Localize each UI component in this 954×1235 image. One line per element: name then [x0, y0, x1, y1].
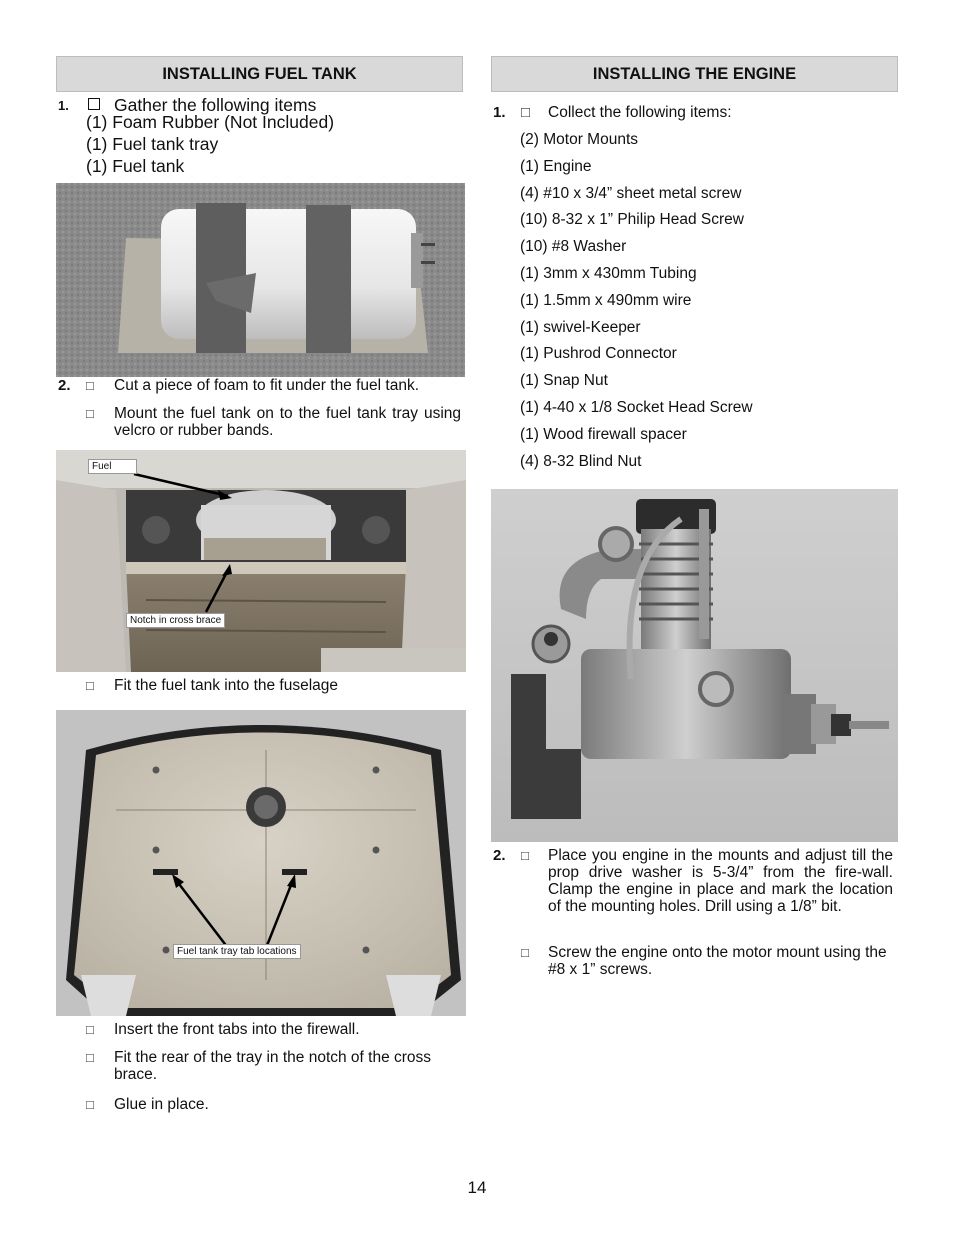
fuselage-interior-photo: [56, 450, 466, 672]
list-item: (1) Fuel tank: [86, 156, 185, 176]
list-item: (1) Snap Nut: [520, 372, 608, 390]
step-text: Screw the engine onto the motor mount using the #8 x 1” screws.: [548, 944, 887, 978]
step-text: Collect the following items:: [548, 104, 732, 121]
section-header-engine: INSTALLING THE ENGINE: [491, 56, 898, 92]
list-item: (1) 1.5mm x 490mm wire: [520, 291, 692, 309]
list-item: (1) Pushrod Connector: [520, 345, 677, 363]
section-header-fuel-tank: INSTALLING FUEL TANK: [56, 56, 463, 92]
checkbox-icon[interactable]: □: [86, 678, 94, 693]
list-item: (4) #10 x 3/4” sheet metal screw: [520, 184, 742, 202]
page-number: 14: [467, 1178, 487, 1197]
list-item: (1) Engine: [520, 157, 592, 175]
checkbox-icon[interactable]: □: [86, 1097, 94, 1112]
checkbox-icon[interactable]: □: [521, 104, 531, 121]
list-item: (1) swivel-Keeper: [520, 318, 641, 336]
step-number: 2.: [58, 377, 71, 394]
step-number: 2.: [493, 847, 506, 864]
list-item: (1) Foam Rubber (Not Included): [86, 112, 335, 132]
step-text: Glue in place.: [114, 1096, 209, 1113]
step-text: Gather the following items: [114, 95, 317, 115]
photo-caption-notch: Notch in cross brace: [126, 613, 225, 628]
list-item: (10) #8 Washer: [520, 238, 627, 256]
checkbox-icon[interactable]: [88, 98, 100, 110]
step-number: 1.: [58, 98, 69, 113]
step-text: Fit the fuel tank into the fuselage: [114, 677, 339, 694]
checkbox-icon[interactable]: □: [86, 406, 94, 421]
engine-photo: [491, 489, 898, 842]
step-text: Fit the rear of the tray in the notch of the cross brace.: [114, 1049, 432, 1083]
list-item: (10) 8-32 x 1” Philip Head Screw: [520, 211, 744, 229]
list-item: (1) Wood firewall spacer: [520, 425, 687, 443]
parts-list: [520, 131, 753, 479]
list-item: (1) 4-40 x 1/8 Socket Head Screw: [520, 398, 753, 416]
checkbox-icon[interactable]: □: [86, 1050, 94, 1065]
step-text: Mount the fuel tank on to the fuel tank tray using velcro or rubber bands.: [114, 405, 461, 439]
checkbox-icon[interactable]: □: [86, 378, 94, 393]
step-text: Insert the front tabs into the firewall.: [114, 1021, 360, 1038]
list-item: (2) Motor Mounts: [520, 131, 639, 148]
step-number: 1.: [493, 104, 506, 121]
checkbox-icon[interactable]: □: [521, 848, 529, 863]
step-text: Cut a piece of foam to fit under the fuel tank.: [114, 377, 420, 394]
checkbox-icon[interactable]: □: [86, 1022, 94, 1037]
list-item: (4) 8-32 Blind Nut: [520, 452, 642, 470]
checkbox-icon[interactable]: □: [521, 945, 529, 960]
firewall-photo: [56, 710, 466, 1016]
photo-caption-tab-locations: Fuel tank tray tab locations: [173, 944, 301, 959]
list-item: (1) 3mm x 430mm Tubing: [520, 264, 697, 282]
photo-caption-fuel: Fuel: [88, 459, 137, 474]
step-text: Place you engine in the mounts and adjust till the prop drive washer is 5-3/4” from the fire-wall. Clamp the engine in place and mark the location of the mounting holes. Drill using a 1/8” bit.: [548, 847, 893, 915]
fuel-tank-photo: [56, 183, 465, 377]
list-item: (1) Fuel tank tray: [86, 134, 219, 154]
